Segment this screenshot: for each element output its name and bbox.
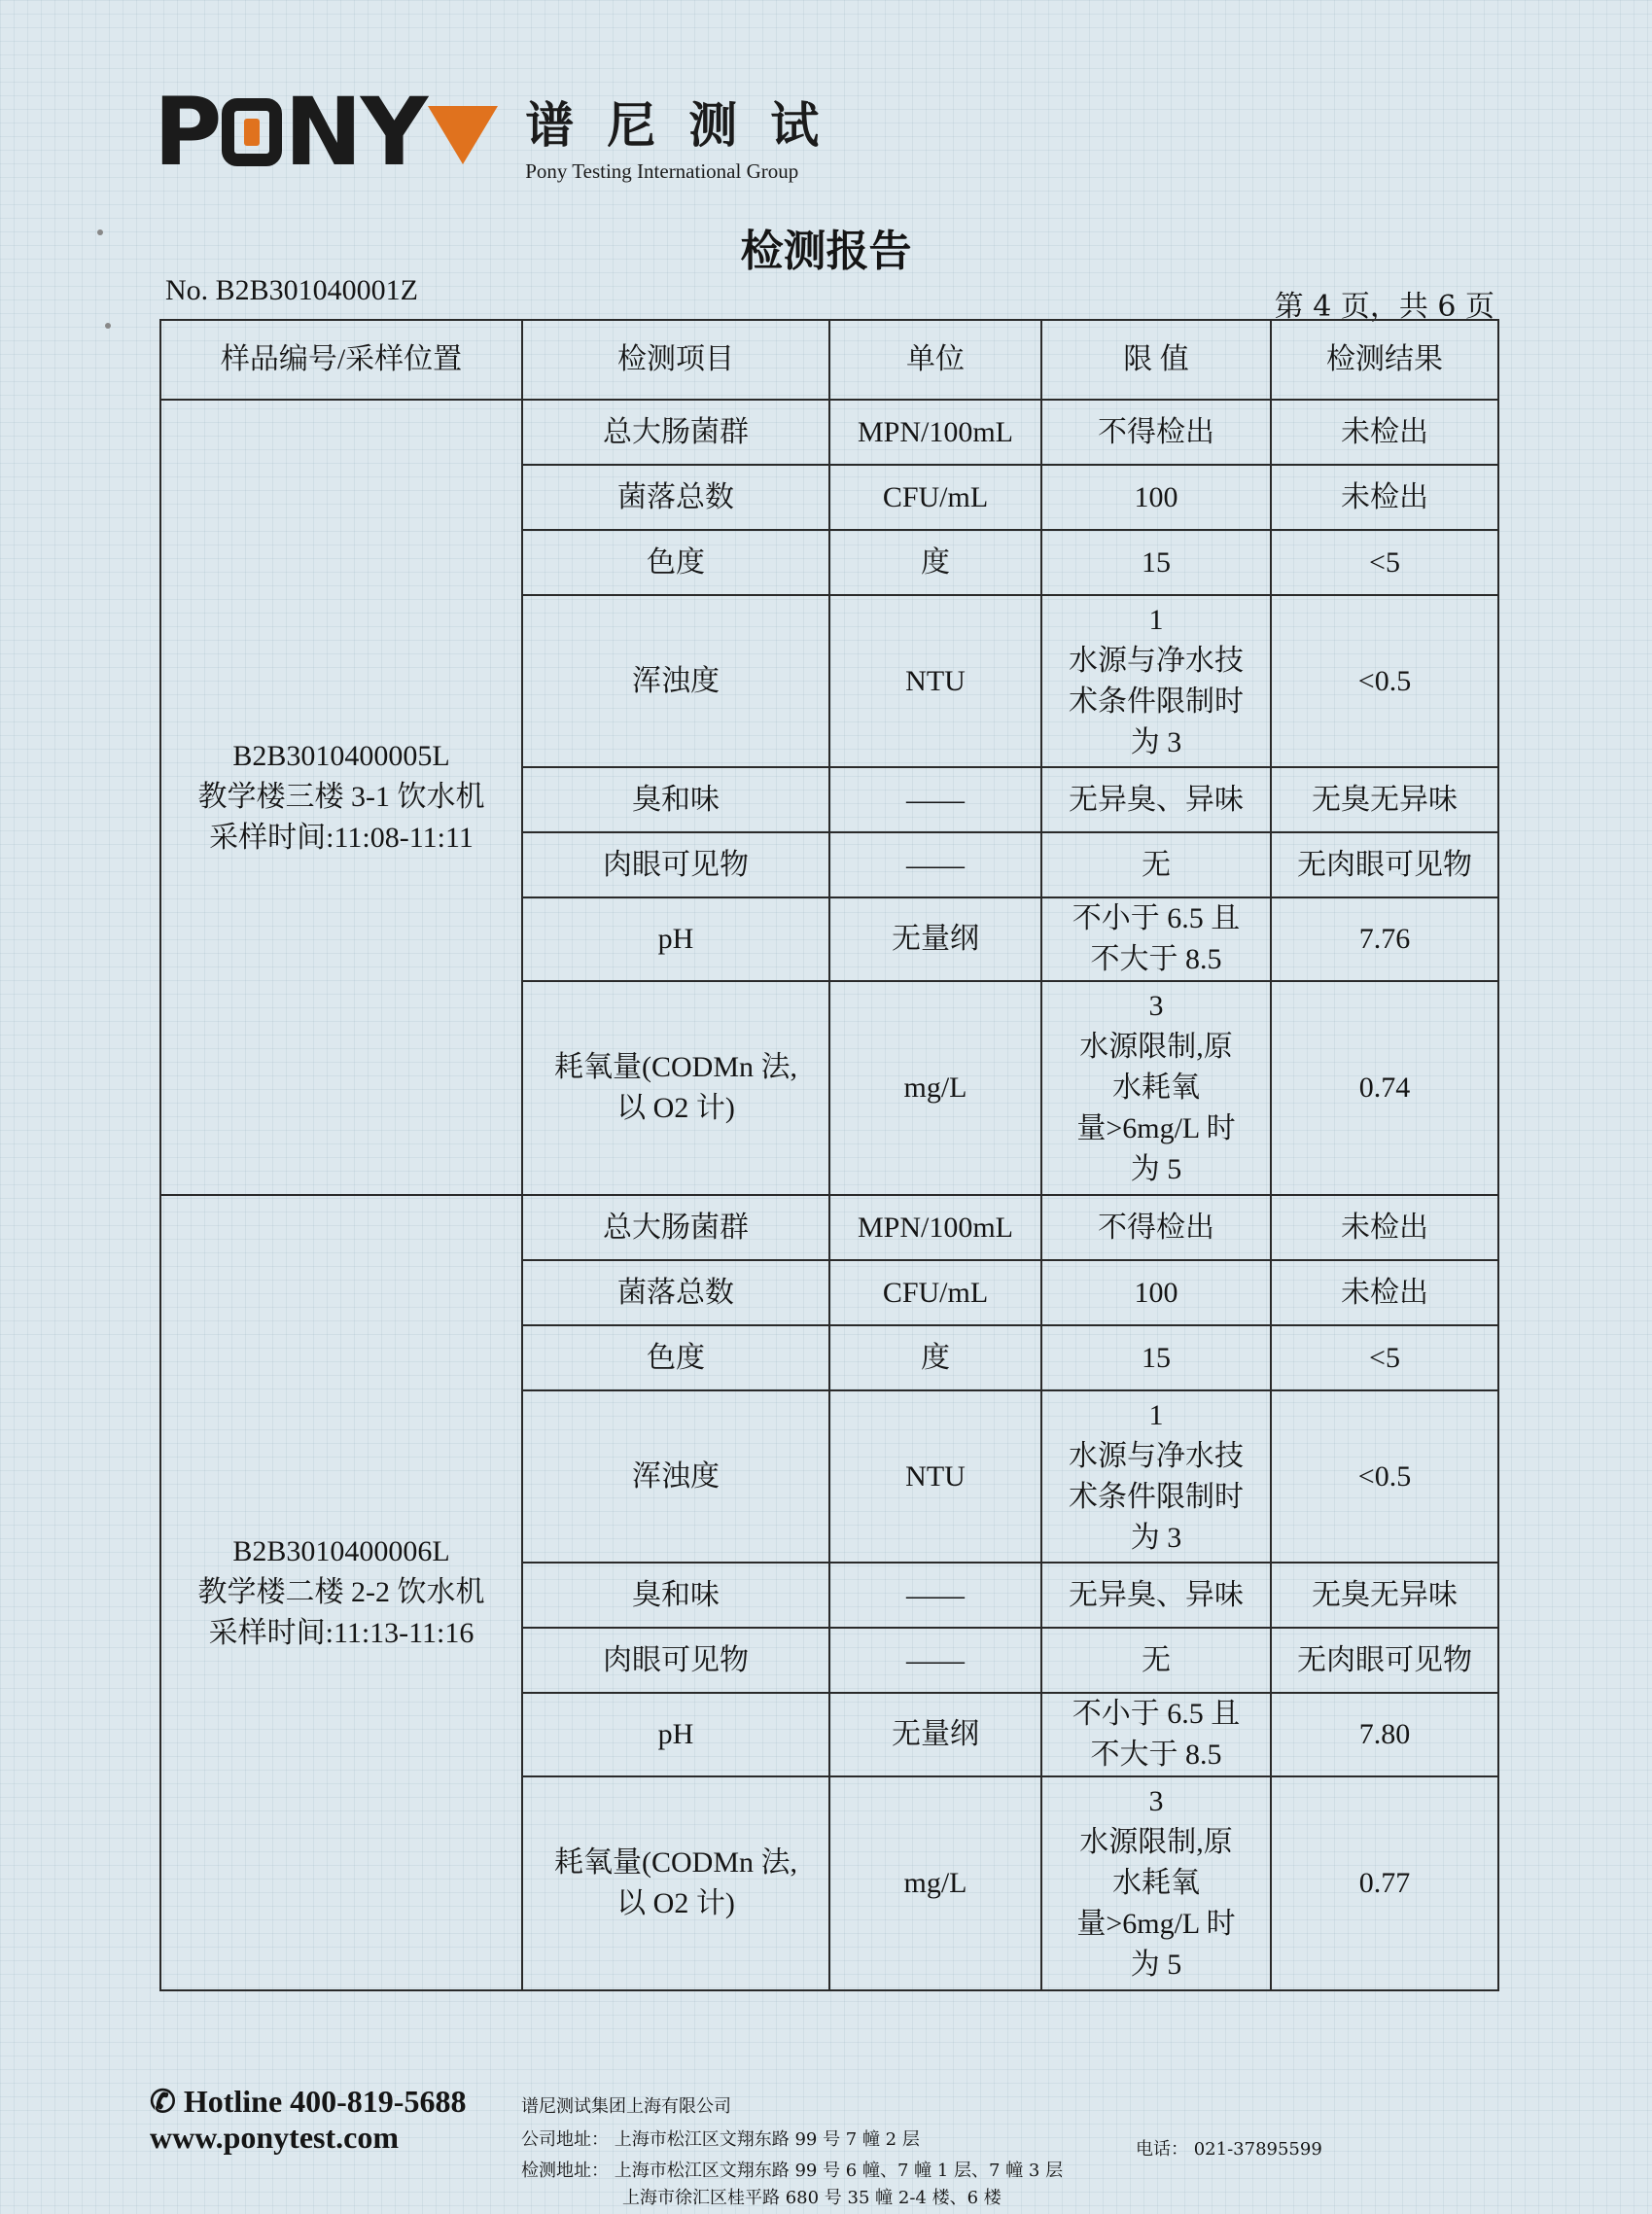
sample-info-line: 采样时间:11:08-11:11 xyxy=(209,822,474,854)
unit-cell: MPN/100mL xyxy=(829,1195,1041,1260)
limit-cell xyxy=(1041,1628,1271,1693)
limit-line: 无 xyxy=(1142,848,1171,881)
test-item-cell xyxy=(522,465,829,530)
test-item-name: 总大肠菌群 xyxy=(603,1211,749,1244)
result-cell: 未检出 xyxy=(1271,400,1498,465)
unit-cell: —— xyxy=(829,767,1041,832)
test-item-name: 总大肠菌群 xyxy=(603,415,749,448)
limit-line: 1 xyxy=(1148,1398,1164,1431)
col-header-result: 检测结果 xyxy=(1271,320,1498,400)
test-item-cell xyxy=(522,1693,829,1776)
sample-info-line: 采样时间:11:13-11:16 xyxy=(208,1617,475,1649)
result-cell: 7.76 xyxy=(1271,897,1498,981)
limit-cell xyxy=(1041,1325,1271,1390)
test-item-name: 臭和味 xyxy=(632,1578,720,1611)
limit-line: 15 xyxy=(1142,545,1171,579)
limit-line: 量>6mg/L 时 xyxy=(1076,1112,1236,1144)
limit-line: 为 5 xyxy=(1130,1949,1182,1981)
test-item-cell xyxy=(522,1260,829,1325)
limit-line: 不得检出 xyxy=(1098,415,1214,448)
unit-cell: CFU/mL xyxy=(829,465,1041,530)
test-item-cell xyxy=(522,595,829,767)
limit-cell xyxy=(1041,465,1271,530)
limit-cell xyxy=(1041,981,1271,1195)
sample-info-cell xyxy=(160,1195,522,1990)
unit-cell: —— xyxy=(829,1563,1041,1628)
results-table xyxy=(159,319,1499,1991)
limit-cell xyxy=(1041,530,1271,595)
limit-line: 术条件限制时 xyxy=(1069,1480,1244,1513)
footer-phone: 电话： 021-37895599 xyxy=(1136,2139,1322,2160)
test-item-name: 耗氧量(CODMn 法, xyxy=(553,1051,797,1083)
limit-cell xyxy=(1041,832,1271,897)
limit-line: 1 xyxy=(1148,603,1164,636)
limit-line: 水源与净水技 xyxy=(1069,644,1244,677)
sample-info-line: 教学楼二楼 2-2 饮水机 xyxy=(197,1576,485,1608)
unit-cell: mg/L xyxy=(829,1776,1041,1990)
result-cell: 无肉眼可见物 xyxy=(1271,1628,1498,1693)
test-item-cell xyxy=(522,981,829,1195)
result-cell: 未检出 xyxy=(1271,1260,1498,1325)
test-item-cell xyxy=(522,897,829,981)
unit-cell: MPN/100mL xyxy=(829,400,1041,465)
limit-cell xyxy=(1041,400,1271,465)
test-item-cell xyxy=(522,1390,829,1563)
result-cell: 无肉眼可见物 xyxy=(1271,832,1498,897)
limit-cell xyxy=(1041,1260,1271,1325)
test-item-name: 浑浊度 xyxy=(632,664,720,697)
limit-line: 无 xyxy=(1142,1643,1171,1676)
result-cell: 7.80 xyxy=(1271,1693,1498,1776)
table-row xyxy=(160,400,1498,465)
test-item-name: pH xyxy=(657,923,694,955)
sample-info-line: B2B3010400005L xyxy=(232,740,450,772)
limit-line: 水源限制,原 xyxy=(1079,1826,1233,1858)
result-cell: 未检出 xyxy=(1271,465,1498,530)
test-item-name: 肉眼可见物 xyxy=(603,1643,749,1676)
limit-line: 无异臭、异味 xyxy=(1069,783,1244,816)
test-item-name: 臭和味 xyxy=(632,783,720,816)
unit-cell: 无量纲 xyxy=(829,897,1041,981)
table-header-row xyxy=(160,320,1498,400)
col-header-item: 检测项目 xyxy=(522,320,829,400)
sample-info-line: B2B3010400006L xyxy=(232,1535,450,1567)
test-item-name: 菌落总数 xyxy=(617,1276,734,1309)
test-item-name: 色度 xyxy=(647,545,705,579)
limit-line: 3 xyxy=(1148,1785,1164,1817)
test-item-cell xyxy=(522,1325,829,1390)
limit-line: 不大于 8.5 xyxy=(1090,943,1222,975)
test-item-name: 浑浊度 xyxy=(632,1459,720,1493)
limit-cell xyxy=(1041,595,1271,767)
result-cell: <5 xyxy=(1271,530,1498,595)
footer-address-company: 公司地址： 上海市松江区文翔东路 99 号 7 幢 2 层 xyxy=(521,2129,920,2150)
table-row xyxy=(160,1195,1498,1260)
limit-cell xyxy=(1041,1693,1271,1776)
unit-cell: —— xyxy=(829,1628,1041,1693)
company-logo xyxy=(154,78,853,187)
footer-address-lab: 检测地址： 上海市松江区文翔东路 99 号 6 幢、7 幢 1 层、7 幢 3 层 xyxy=(521,2161,1064,2181)
limit-line: 水耗氧 xyxy=(1112,1072,1200,1104)
hotline: ✆ Hotline 400-819-5688 xyxy=(150,2084,467,2119)
unit-cell: NTU xyxy=(829,1390,1041,1563)
test-item-name: 肉眼可见物 xyxy=(603,848,749,881)
page-indicator: 第 4 页，共 6 页 xyxy=(1274,290,1494,324)
limit-line: 不小于 6.5 且 xyxy=(1072,902,1241,934)
unit-cell: 无量纲 xyxy=(829,1693,1041,1776)
footer-company: 谱尼测试集团上海有限公司 xyxy=(521,2096,731,2117)
limit-line: 为 3 xyxy=(1130,725,1182,758)
sample-info-line: 教学楼三楼 3-1 饮水机 xyxy=(197,781,485,813)
test-item-cell xyxy=(522,1563,829,1628)
logo-accent-triangle xyxy=(428,106,498,164)
test-item-cell xyxy=(522,400,829,465)
limit-line: 为 3 xyxy=(1130,1521,1182,1554)
limit-line: 水源限制,原 xyxy=(1079,1031,1233,1063)
limit-line: 不小于 6.5 且 xyxy=(1072,1698,1241,1730)
limit-line: 3 xyxy=(1148,990,1164,1022)
unit-cell: NTU xyxy=(829,595,1041,767)
company-en-name: Pony Testing International Group xyxy=(525,159,799,183)
results-body xyxy=(160,400,1498,1990)
test-item-cell xyxy=(522,1195,829,1260)
pony-logo-mark: P NY xyxy=(154,88,498,177)
test-item-name: 耗氧量(CODMn 法, xyxy=(553,1846,797,1879)
test-item-name-line2: 以 O2 计) xyxy=(616,1092,735,1124)
result-cell: <5 xyxy=(1271,1325,1498,1390)
unit-cell: CFU/mL xyxy=(829,1260,1041,1325)
unit-cell: mg/L xyxy=(829,981,1041,1195)
test-item-name: pH xyxy=(657,1718,694,1750)
limit-cell xyxy=(1041,1390,1271,1563)
limit-line: 量>6mg/L 时 xyxy=(1076,1908,1236,1940)
result-cell: <0.5 xyxy=(1271,595,1498,767)
website: www.ponytest.com xyxy=(150,2120,399,2155)
limit-cell xyxy=(1041,897,1271,981)
report-number: No. B2B301040001Z xyxy=(165,274,419,306)
test-item-cell xyxy=(522,530,829,595)
test-item-name: 色度 xyxy=(647,1341,705,1374)
test-item-name-line2: 以 O2 计) xyxy=(616,1887,735,1919)
seal-stamp-edge xyxy=(1631,904,1652,1215)
test-item-cell xyxy=(522,767,829,832)
test-item-cell xyxy=(522,1776,829,1990)
report-title: 检测报告 xyxy=(740,227,912,276)
limit-line: 15 xyxy=(1142,1341,1171,1374)
limit-line: 100 xyxy=(1134,480,1178,513)
result-cell: <0.5 xyxy=(1271,1390,1498,1563)
result-cell: 无臭无异味 xyxy=(1271,1563,1498,1628)
limit-line: 术条件限制时 xyxy=(1069,685,1244,718)
footer-address-lab-2: 上海市徐汇区桂平路 680 号 35 幢 2-4 楼、6 楼 xyxy=(622,2188,1002,2208)
unit-cell: 度 xyxy=(829,530,1041,595)
test-item-cell xyxy=(522,1628,829,1693)
sample-info-cell xyxy=(160,400,522,1195)
unit-cell: 度 xyxy=(829,1325,1041,1390)
limit-cell xyxy=(1041,1195,1271,1260)
limit-cell xyxy=(1041,767,1271,832)
limit-line: 不得检出 xyxy=(1098,1211,1214,1244)
limit-line: 水源与净水技 xyxy=(1069,1439,1244,1472)
result-cell: 无臭无异味 xyxy=(1271,767,1498,832)
limit-line: 不大于 8.5 xyxy=(1090,1739,1222,1771)
col-header-limit: 限 值 xyxy=(1041,320,1271,400)
limit-line: 水耗氧 xyxy=(1112,1867,1200,1899)
result-cell: 0.74 xyxy=(1271,981,1498,1195)
limit-line: 100 xyxy=(1134,1276,1178,1309)
result-cell: 未检出 xyxy=(1271,1195,1498,1260)
scan-dot xyxy=(105,323,111,329)
test-item-cell xyxy=(522,832,829,897)
phone-icon: ✆ xyxy=(150,2084,176,2119)
unit-cell: —— xyxy=(829,832,1041,897)
limit-line: 为 5 xyxy=(1130,1153,1182,1185)
result-cell: 0.77 xyxy=(1271,1776,1498,1990)
col-header-sample: 样品编号/采样位置 xyxy=(160,320,522,400)
col-header-unit: 单位 xyxy=(829,320,1041,400)
limit-cell xyxy=(1041,1563,1271,1628)
test-item-name: 菌落总数 xyxy=(617,480,734,513)
limit-line: 无异臭、异味 xyxy=(1069,1578,1244,1611)
company-cn-name: 谱尼测试 xyxy=(525,97,853,154)
limit-cell xyxy=(1041,1776,1271,1990)
